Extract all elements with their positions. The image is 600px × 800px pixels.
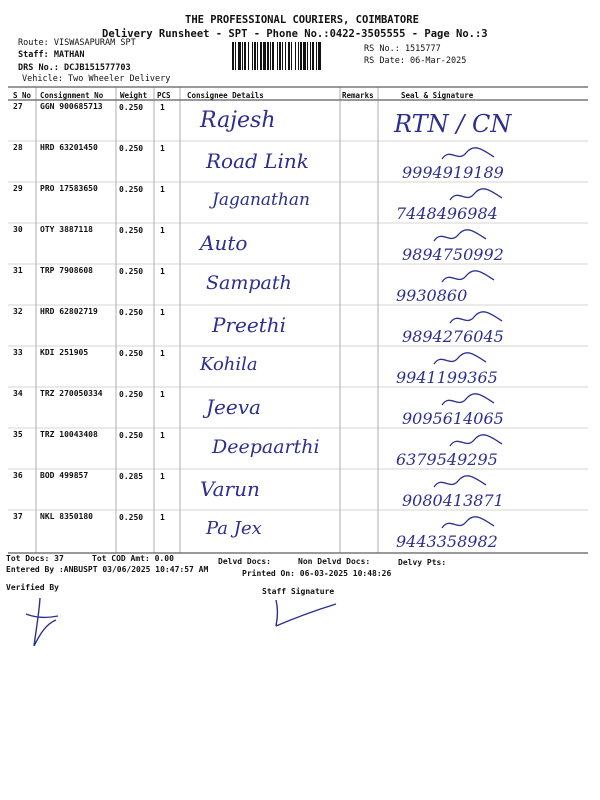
barcode-bar [260, 42, 262, 70]
row-phone-handwritten: 9894750992 [402, 245, 504, 264]
row-sno: 33 [13, 348, 23, 357]
verified-by-label: Verified By [6, 583, 59, 592]
row-signature-scribble [438, 268, 498, 288]
barcode-bar [288, 42, 290, 70]
company-name: THE PROFESSIONAL COURIERS, COIMBATORE [185, 14, 419, 26]
total-cod-amount: Tot COD Amt: 0.00 [92, 554, 174, 563]
verified-signature-mark [22, 594, 62, 650]
barcode-bar [242, 42, 243, 70]
row-consignment-no: OTY 3887118 [40, 225, 93, 234]
barcode-image [232, 42, 358, 70]
row-phone-handwritten: 9930860 [396, 286, 468, 305]
row-consignee-handwritten: Road Link [206, 149, 309, 173]
barcode-bar [235, 42, 236, 70]
runsheet-subtitle: Delivery Runsheet - SPT - Phone No.:0422-3505555 - Page No.:3 [102, 28, 488, 40]
route-line [18, 38, 136, 48]
row-consignment-no: PRO 17583650 [40, 184, 98, 193]
staff-signature-label: Staff Signature [262, 587, 335, 596]
delivered-docs: Delvd Docs: [218, 557, 271, 566]
row-consignee-handwritten: Kohila [200, 354, 258, 375]
barcode-bar [295, 42, 296, 70]
barcode-bar [279, 42, 281, 70]
row-weight: 0.250 [119, 513, 144, 522]
row-pcs: 1 [160, 390, 165, 399]
row-sno: 27 [13, 102, 23, 111]
row-weight: 0.250 [119, 267, 144, 276]
barcode-bar [232, 42, 234, 70]
row-pcs: 1 [160, 226, 165, 235]
row-pcs: 1 [160, 472, 165, 481]
row-pcs: 1 [160, 185, 165, 194]
row-weight: 0.250 [119, 431, 144, 440]
staff-signature-mark [270, 596, 340, 628]
route-label: Route: [18, 38, 49, 48]
row-consignment-no: HRD 62802719 [40, 307, 98, 316]
row-consignee-handwritten: Varun [200, 477, 260, 501]
barcode-bar [238, 42, 241, 70]
row-phone-handwritten: 9941199365 [396, 368, 498, 387]
row-sno: 37 [13, 512, 23, 521]
row-phone-handwritten: 6379549295 [396, 450, 498, 469]
barcode-bar [252, 42, 253, 70]
total-docs: Tot Docs: 37 [6, 554, 64, 563]
barcode-bar [267, 42, 269, 70]
row-signature-scribble [430, 227, 490, 247]
row-weight: 0.285 [119, 472, 144, 481]
row-sno: 30 [13, 225, 23, 234]
row-phone-handwritten: 9894276045 [402, 327, 504, 346]
row-phone-handwritten: 9080413871 [402, 491, 504, 510]
row-pcs: 1 [160, 349, 165, 358]
row-sno: 34 [13, 389, 23, 398]
row-sno: 35 [13, 430, 23, 439]
row-sno: 28 [13, 143, 23, 152]
row-consignment-no: TRZ 270050334 [40, 389, 103, 398]
row-phone-handwritten: 9443358982 [396, 532, 498, 551]
col-consignee-header: Consignee Details [187, 91, 264, 100]
row-sno: 32 [13, 307, 23, 316]
col-pcs-header: PCS [157, 91, 171, 100]
row-pcs: 1 [160, 144, 165, 153]
row-signature-scribble [446, 432, 506, 452]
row-consignee-handwritten: Preethi [212, 313, 287, 337]
barcode-bar [291, 42, 292, 70]
barcode-bar [300, 42, 302, 70]
barcode-bar [263, 42, 266, 70]
row-sno: 31 [13, 266, 23, 275]
barcode-bar [270, 42, 271, 70]
col-sno-header: S No [13, 91, 32, 100]
row-consignee-handwritten: Rajesh [200, 108, 276, 133]
row-weight: 0.250 [119, 390, 144, 399]
rs-number: RS No.: 1515777 [364, 44, 441, 54]
row-weight: 0.250 [119, 349, 144, 358]
barcode-bar [316, 42, 317, 70]
row-pcs: 1 [160, 513, 165, 522]
row-sno: 29 [13, 184, 23, 193]
row-pcs: 1 [160, 103, 165, 112]
row-signature-scribble [430, 473, 490, 493]
barcode-bar [285, 42, 286, 70]
row-signature-scribble [438, 514, 498, 534]
barcode-bar [272, 42, 274, 70]
col-weight-header: Weight [120, 91, 148, 100]
row-phone-handwritten: 9095614065 [402, 409, 504, 428]
barcode-bar [257, 42, 258, 70]
barcode-bar [244, 42, 246, 70]
row-weight: 0.250 [119, 185, 144, 194]
rs-date: RS Date: 06-Mar-2025 [364, 56, 467, 66]
row-seal-text: RTN / CN [394, 110, 512, 138]
barcode-bar [277, 42, 278, 70]
row-signature-scribble [446, 309, 506, 329]
col-consignment-header: Consignment No [40, 91, 104, 100]
row-phone-handwritten: 7448496984 [396, 204, 498, 223]
row-consignment-no: BOD 499857 [40, 471, 89, 480]
row-phone-handwritten: 9994919189 [402, 163, 504, 182]
row-consignee-handwritten: Jeeva [206, 395, 261, 419]
row-pcs: 1 [160, 308, 165, 317]
row-consignment-no: GGN 900685713 [40, 102, 103, 111]
entered-by: Entered By :ANBUSPT 03/06/2025 10:47:57 AM [6, 565, 209, 574]
row-consignment-no: TRP 7908608 [40, 266, 93, 275]
barcode-bar [318, 42, 321, 70]
barcode-bar [307, 42, 308, 70]
row-weight: 0.250 [119, 226, 144, 235]
staff-line: Staff: MATHAN [18, 50, 85, 60]
barcode-bar [310, 42, 311, 70]
barcode-bar [312, 42, 314, 70]
col-seal-header: Seal & Signature [401, 91, 474, 100]
non-delivered-docs: Non Delvd Docs: [298, 557, 371, 566]
drs-number: DRS No.: DCJB151577703 [18, 63, 131, 73]
row-weight: 0.250 [119, 103, 144, 112]
row-consignee-handwritten: Jaganathan [212, 190, 310, 210]
barcode-bar [282, 42, 283, 70]
row-sno: 36 [13, 471, 23, 480]
row-weight: 0.250 [119, 308, 144, 317]
row-signature-scribble [446, 186, 506, 206]
row-signature-scribble [438, 391, 498, 411]
col-remarks-header: Remarks [342, 91, 374, 100]
row-consignment-no: NKL 8350180 [40, 512, 93, 521]
row-consignment-no: HRD 63201450 [40, 143, 98, 152]
row-consignee-handwritten: Auto [200, 231, 248, 255]
barcode-bar [303, 42, 306, 70]
row-weight: 0.250 [119, 144, 144, 153]
row-consignee-handwritten: Pa Jex [206, 518, 262, 539]
row-consignment-no: KDI 251905 [40, 348, 89, 357]
row-consignment-no: TRZ 10043408 [40, 430, 98, 439]
delivery-points: Delvy Pts: [398, 558, 447, 567]
row-pcs: 1 [160, 267, 165, 276]
row-signature-scribble [430, 350, 490, 370]
vehicle-line: Vehicle: Two Wheeler Delivery [22, 74, 171, 84]
row-consignee-handwritten: Deepaarthi [212, 436, 320, 458]
barcode-bar [248, 42, 249, 70]
route-value: VISWASAPURAM SPT [53, 38, 136, 48]
printed-on: Printed On: 06-03-2025 10:48:26 [242, 569, 392, 578]
row-pcs: 1 [160, 431, 165, 440]
barcode-bar [254, 42, 256, 70]
row-consignee-handwritten: Sampath [206, 272, 292, 294]
row-signature-scribble [438, 145, 498, 165]
barcode-bar [298, 42, 299, 70]
